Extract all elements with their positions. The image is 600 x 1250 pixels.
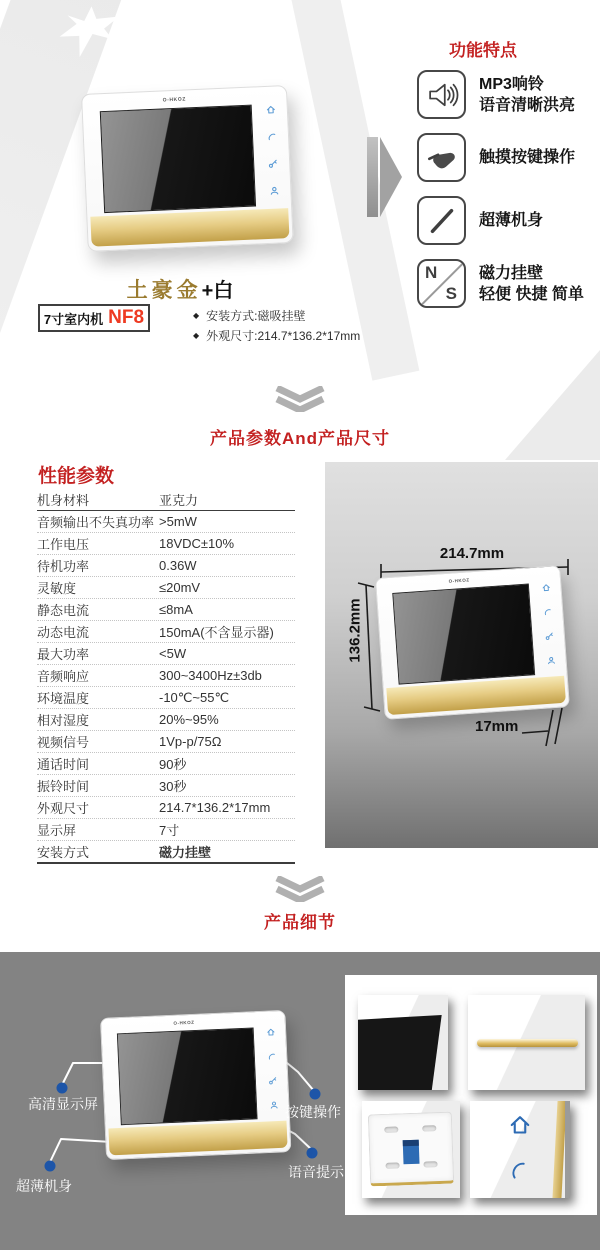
handset-icon	[267, 1052, 276, 1061]
monitor-user-icon	[546, 656, 556, 666]
table-row: 音频输出不失真功率 >5mW	[37, 511, 295, 533]
product-title	[85, 274, 275, 304]
product-photo-main	[81, 85, 294, 252]
title-rest: +白	[201, 280, 234, 302]
handset-icon	[506, 1157, 533, 1184]
table-row: 显示屏 7寸	[37, 819, 295, 841]
key-icon	[268, 1076, 277, 1085]
device-screen	[100, 105, 256, 214]
key-icon	[268, 158, 278, 168]
chevron-down-icon	[273, 876, 327, 902]
brand-logo: O-HKOZ	[448, 577, 470, 585]
title-gold: 土豪金	[126, 277, 202, 302]
product-photo-dimensions	[375, 565, 570, 720]
gold-edge	[477, 1039, 578, 1047]
table-row: 视频信号 1Vp-p/75Ω	[37, 731, 295, 753]
divider-arrow-icon	[380, 137, 402, 217]
bullet-item: ◆ 安装方式:磁吸挂壁	[193, 308, 306, 323]
model-badge	[38, 304, 150, 332]
table-row: 通话时间 90秒	[37, 753, 295, 775]
table-row: 音频响应 300~3400Hz±3db	[37, 665, 295, 687]
specs-title: 性能参数	[38, 466, 115, 487]
detail-photo-screen	[358, 995, 448, 1090]
slim-slash-icon	[417, 196, 466, 245]
depth-dimension-label: 17mm	[475, 718, 519, 735]
bullet-item: ◆ 外观尺寸:214.7*136.2*17mm	[193, 328, 361, 343]
specs-table	[37, 489, 295, 864]
home-icon	[266, 105, 276, 115]
callout-label: 按键操作	[285, 1104, 341, 1120]
table-row: 机身材料 亚克力	[37, 489, 295, 511]
table-row: 待机功率 0.36W	[37, 555, 295, 577]
width-dimension-label: 214.7mm	[439, 545, 505, 562]
model-label: 7寸室内机	[43, 311, 104, 327]
diamond-bullet-icon: ◆	[193, 330, 200, 340]
home-icon	[508, 1113, 532, 1137]
height-dimension-label: 136.2mm	[346, 598, 364, 663]
connector-block	[403, 1139, 420, 1164]
features-title: 功能特点	[449, 41, 517, 60]
section-title-params: 产品参数And产品尺寸	[209, 429, 391, 448]
monitor-user-icon	[269, 185, 279, 195]
table-row: 振铃时间 30秒	[37, 775, 295, 797]
home-icon	[541, 583, 551, 593]
table-row: 安装方式 磁力挂壁	[37, 841, 295, 864]
callout-label: 高清显示屏	[28, 1096, 98, 1112]
feature-item: N S 磁力挂壁 轻便 快捷 简单	[417, 259, 584, 308]
handset-icon	[543, 607, 553, 617]
feature-item: MP3响铃 语音清晰洪亮	[417, 70, 575, 119]
gold-strip	[108, 1121, 287, 1156]
magnet-ns-icon: N S	[417, 259, 466, 308]
detail-photo-side-profile	[468, 995, 585, 1090]
table-row: 最大功率 <5W	[37, 643, 295, 665]
monitor-user-icon	[269, 1100, 278, 1109]
home-icon	[266, 1027, 275, 1036]
product-photo-callouts	[100, 1010, 291, 1160]
table-row: 灵敏度 ≤20mV	[37, 577, 295, 599]
device-screen	[117, 1028, 258, 1126]
table-row: 外观尺寸 214.7*136.2*17mm	[37, 797, 295, 819]
device-screen	[392, 583, 535, 684]
touch-hand-icon	[417, 133, 466, 182]
table-row: 工作电压 18VDC±10%	[37, 533, 295, 555]
brand-logo: O-HKOZ	[162, 96, 187, 104]
key-icon	[545, 631, 555, 641]
detail-photo-touch-keys	[470, 1101, 570, 1198]
details-section	[0, 952, 600, 1250]
callout-label: 语音提示	[288, 1164, 344, 1180]
divider-arrow-bar	[367, 137, 378, 217]
model-code: NF8	[108, 307, 145, 328]
table-row: 相对湿度 20%~95%	[37, 709, 295, 731]
gold-strip	[90, 208, 289, 247]
chevron-down-icon	[273, 386, 327, 412]
table-row: 静态电流 ≤8mA	[37, 599, 295, 621]
table-row: 动态电流 150mA(不含显示器)	[37, 621, 295, 643]
callout-label: 超薄机身	[16, 1178, 72, 1194]
speaker-horn-icon	[417, 70, 466, 119]
handset-icon	[267, 131, 277, 141]
dimension-panel	[325, 462, 598, 848]
diamond-bullet-icon: ◆	[193, 310, 200, 320]
detail-photo-card	[345, 975, 597, 1215]
detail-photo-back-panel	[362, 1101, 460, 1198]
feature-item: 超薄机身	[417, 196, 543, 245]
section-title-details: 产品细节	[264, 913, 336, 932]
table-row: 环境温度 -10℃~55℃	[37, 687, 295, 709]
brand-logo: O-HKOZ	[173, 1020, 195, 1027]
hero-bullets	[193, 305, 360, 345]
feature-item: 触摸按键操作	[417, 133, 575, 182]
